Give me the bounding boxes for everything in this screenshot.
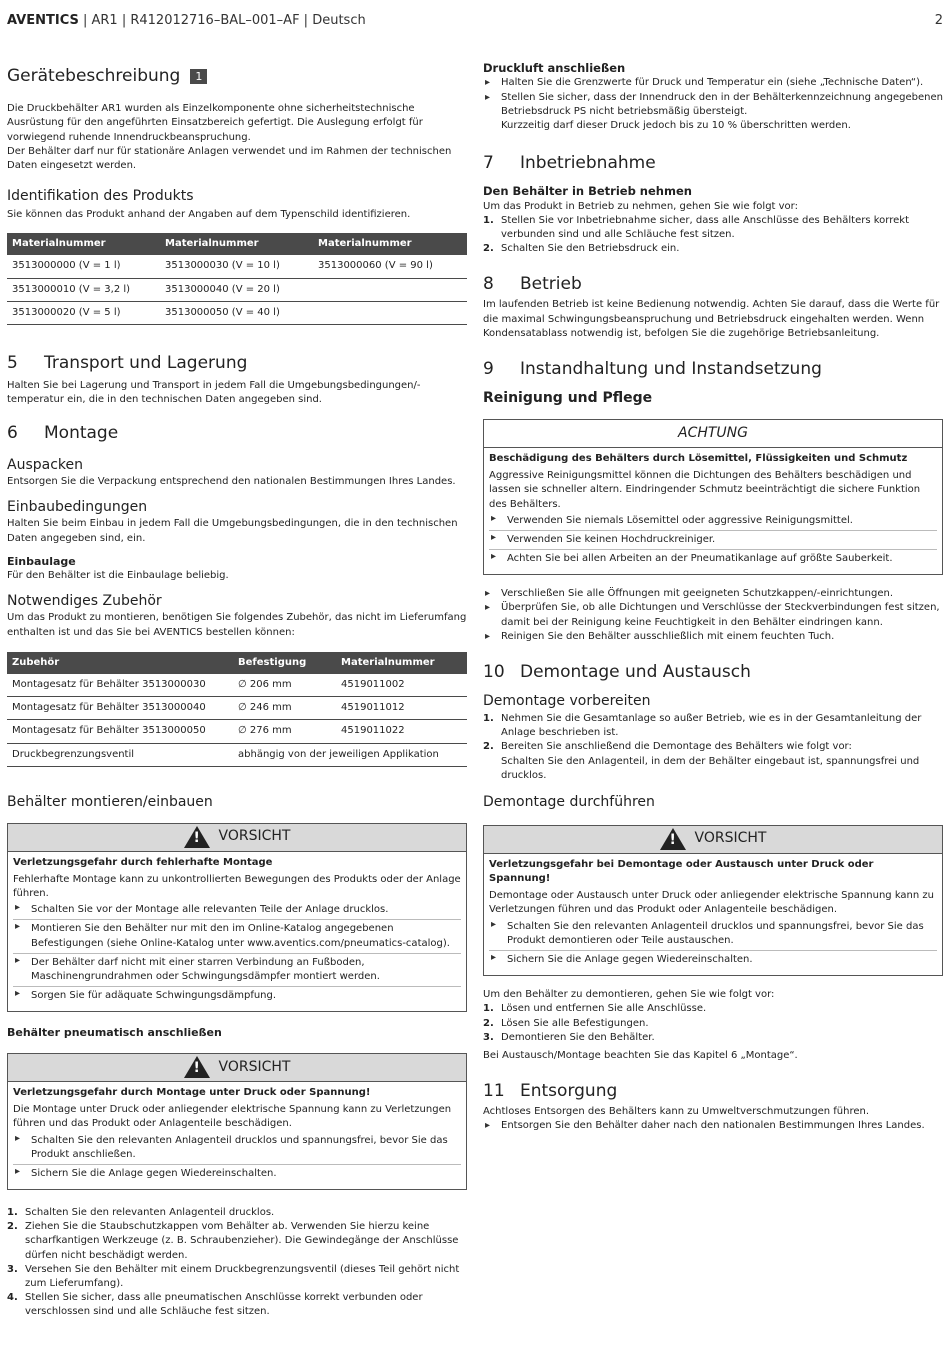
list-item: ▸ Halten Sie die Grenzwerte für Druck und Temperatur ein (siehe „Technische Daten“).: [483, 76, 943, 90]
brand-name: AVENTICS: [7, 13, 79, 28]
section-number: 8: [483, 274, 494, 295]
notice-label: ACHTUNG: [678, 424, 748, 441]
notice-title: Beschädigung des Behälters durch Lösemittel, Flüssigkeiten und Schmutz: [489, 452, 908, 464]
table-cell: 3513000000 (V = 1 l): [7, 255, 160, 278]
section-number: 10: [483, 662, 505, 683]
subsection-title: Identifikation des Produkts: [7, 188, 194, 205]
list-item: 3. Versehen Sie den Behälter mit einem Druckbegrenzungsventil (dieses Teil gehört nicht zum Lieferumfang).: [7, 1263, 460, 1290]
table-cell: 4519011012: [336, 697, 467, 720]
warning-list: [489, 918, 937, 970]
step-list: [7, 1206, 467, 1320]
subsection-title: Behälter montieren/einbauen: [7, 793, 213, 810]
warning-body: [8, 1082, 466, 1189]
section-title: Montage: [44, 423, 119, 444]
table-header: Materialnummer: [7, 233, 160, 255]
list-item: 2. Bereiten Sie anschließend die Demontage des Behälters wie folgt vor: Schalten Sie den Anlagenteil, in dem der Behälter eingebaut ist, spannungsfrei und drucklos.: [483, 741, 920, 781]
table-cell: 3513000010 (V = 3,2 l): [7, 278, 160, 301]
warning-box: [7, 1053, 467, 1190]
section-title: Betrieb: [520, 274, 582, 295]
paragraph: Um das Produkt in Betrieb zu nehmen, gehen Sie wie folgt vor:: [483, 200, 798, 212]
warning-title: Verletzungsgefahr durch Montage unter Druck oder Spannung!: [13, 1086, 371, 1098]
section-title-demontage: [483, 660, 943, 684]
bullet-list: [483, 1119, 943, 1133]
table-row: [7, 697, 467, 720]
list-item: ▸ Verschließen Sie alle Öffnungen mit geeigneten Schutzkappen/-einrichtungen.: [483, 587, 943, 601]
table-cell: Montagesatz für Behälter 3513000030: [7, 674, 233, 697]
section-number: 11: [483, 1081, 505, 1102]
section-title-inbetriebnahme: [483, 151, 943, 175]
list-item: ▸ Sichern Sie die Anlage gegen Wiedereinschalten.: [489, 951, 937, 969]
table-row: [7, 278, 467, 301]
notice-header: [484, 420, 942, 448]
table-cell: 3513000040 (V = 20 l): [160, 278, 313, 301]
table-cell: ∅ 246 mm: [233, 697, 336, 720]
section-title-instandhaltung: [483, 357, 943, 381]
table-cell: ∅ 206 mm: [233, 674, 336, 697]
paragraph: Der Behälter darf nur für stationäre Anlagen verwendet und im Rahmen der technischen Daten eingesetzt werden.: [7, 145, 452, 171]
section-title-transport: [7, 351, 467, 375]
table-cell: [313, 278, 467, 301]
warning-body: [484, 854, 942, 975]
paragraph: Halten Sie bei Lagerung und Transport in jedem Fall die Umgebungsbedingungen/-temperatur ein, die in den technischen Daten angegeben sind.: [7, 380, 421, 406]
step-list: [483, 214, 943, 257]
subsection-title: Notwendiges Zubehör: [7, 592, 162, 609]
warning-text: Fehlerhafte Montage kann zu unkontrollierten Bewegungen des Produkts oder der Anlage führen.: [13, 873, 461, 900]
paragraph: Halten Sie beim Einbau in jedem Fall die Umgebungsbedingungen, die in den technischen Daten angegeben sind, ein.: [7, 518, 458, 544]
list-item: 1. Lösen und entfernen Sie alle Anschlüsse.: [483, 1003, 707, 1015]
list-item: 1. Schalten Sie den relevanten Anlagenteil drucklos.: [7, 1207, 275, 1219]
table-cell: 3513000060 (V = 90 l): [313, 255, 467, 278]
list-item: ▸ Stellen Sie sicher, dass der Innendruck den in der Behälterkennzeichnung angegebenen Betriebsdruck PS nicht betriebsmäßig übersteigt. Kurzzeitig darf dieser Druck jedoch bis zu 10 % überschritten werden.: [483, 91, 943, 134]
list-item: 2. Ziehen Sie die Staubschutzkappen vom Behälter ab. Verwenden Sie hierzu keine scharfkantigen Werkzeuge (z. B. Schraubenzieher). Die Gewindegänge der Anschlüsse dürfen nicht beschädigt werden.: [7, 1221, 459, 1261]
notice-list: [489, 512, 937, 569]
subsection-title: Einbaulage: [7, 554, 76, 568]
paragraph: Im laufenden Betrieb ist keine Bedienung notwendig. Achten Sie darauf, dass die Werte für die maximal Schwingungsbeanspruchung und Betriebsdruck eingehalten werden. Wenn Kondensatablass notwendig ist, befolgen Sie die zugehörige Betriebsanleitung.: [483, 299, 940, 339]
warning-icon: !: [184, 826, 210, 848]
warning-label: VORSICHT: [218, 828, 291, 845]
section-geraetebeschreibung: [7, 64, 467, 88]
table-cell: [313, 301, 467, 324]
subsection-title: Reinigung und Pflege: [483, 390, 653, 407]
warning-label: VORSICHT: [218, 1058, 291, 1075]
material-table: [7, 233, 467, 325]
list-item: ▸ Der Behälter darf nicht mit einer starren Verbindung an Fußboden, Maschinengrundrahmen oder Schwingungsdämpfer montiert werden.: [13, 954, 461, 987]
list-item: ▸ Überprüfen Sie, ob alle Dichtungen und Verschlüsse der Steckverbindungen fest sitzen, damit bei der Reinigung keine Feuchtigkeit in den Behälter eindringen kann.: [483, 601, 943, 629]
list-item: ▸ Schalten Sie den relevanten Anlagenteil drucklos und spannungsfrei, bevor Sie das Produkt demontieren oder Teile austauschen.: [489, 918, 937, 951]
paragraph: Für den Behälter ist die Einbaulage beliebig.: [7, 570, 229, 582]
section-title-betrieb: [483, 272, 943, 296]
table-cell: ∅ 276 mm: [233, 720, 336, 743]
subsection-title: Demontage durchführen: [483, 793, 655, 810]
table-cell: 4519011002: [336, 674, 467, 697]
table-header: Materialnummer: [336, 652, 467, 674]
paragraph: Die Druckbehälter AR1 wurden als Einzelkomponente ohne sicherheitstechnische Ausrüstung für den angeführten Einsatzbereich gefertigt. Die Auslegung erfolgt für vorwiegend ruhende Innendruckbeanspruchung.: [7, 103, 423, 143]
document-id: | AR1 | R412012716–BAL–001–AF | Deutsch: [78, 13, 366, 28]
warning-list: [13, 1132, 461, 1184]
list-item: ▸ Entsorgen Sie den Behälter daher nach den nationalen Bestimmungen Ihres Landes.: [483, 1119, 943, 1133]
table-header-row: [7, 233, 467, 255]
section-title-montage: [7, 421, 467, 445]
table-header: Materialnummer: [160, 233, 313, 255]
page-header: [7, 12, 943, 30]
list-item: ▸ Sichern Sie die Anlage gegen Wiedereinschalten.: [13, 1165, 461, 1183]
step-list: [483, 712, 943, 783]
warning-text: Die Montage unter Druck oder anliegender elektrische Spannung kann zu Verletzungen führen und das Produkt oder Anlagenteile beschädigen.: [13, 1104, 452, 1130]
warning-header: [8, 824, 466, 852]
subsection-title: Behälter pneumatisch anschließen: [7, 1026, 222, 1040]
section-number: 7: [483, 153, 494, 174]
section-number: 6: [7, 423, 18, 444]
section-title: Instandhaltung und Instandsetzung: [520, 358, 822, 379]
list-item: 2. Lösen Sie alle Befestigungen.: [483, 1017, 649, 1029]
table-header: Befestigung: [233, 652, 336, 674]
section-title: Gerätebeschreibung: [7, 66, 181, 86]
table-cell: 3513000050 (V = 40 l): [160, 301, 313, 324]
table-cell: Montagesatz für Behälter 3513000040: [7, 697, 233, 720]
list-item: ▸ Schalten Sie vor der Montage alle relevanten Teile der Anlage drucklos.: [13, 901, 461, 920]
table-row: [7, 301, 467, 324]
notice-box: [483, 419, 943, 575]
warning-box: [7, 823, 467, 1013]
right-column: [483, 60, 943, 1134]
section-title-entsorgung: [483, 1079, 943, 1103]
warning-label: VORSICHT: [694, 830, 767, 847]
paragraph: Bei Austausch/Montage beachten Sie das Kapitel 6 „Montage“.: [483, 1049, 798, 1061]
table-cell: Montagesatz für Behälter 3513000050: [7, 720, 233, 743]
table-row: [7, 674, 467, 697]
warning-header: [484, 826, 942, 854]
list-item: ▸ Verwenden Sie keinen Hochdruckreiniger.: [489, 531, 937, 550]
table-cell: abhängig von der jeweiligen Applikation: [233, 743, 467, 766]
list-item: ▸ Montieren Sie den Behälter nur mit den im Online-Katalog angegebenen Befestigungen (siehe Online-Katalog unter www.aventics.com/pneumatics-catalog).: [13, 920, 461, 953]
paragraph: Entsorgen Sie die Verpackung entsprechend den nationalen Bestimmungen Ihres Landes.: [7, 476, 456, 488]
list-item: ▸ Achten Sie bei allen Arbeiten an der Pneumatikanlage auf größte Sauberkeit.: [489, 550, 937, 568]
subsection-title: Auspacken: [7, 456, 84, 473]
left-column: [7, 58, 467, 1320]
list-item: 2. Schalten Sie den Betriebsdruck ein.: [483, 243, 680, 255]
warning-body: [8, 852, 466, 1012]
list-item: 1. Nehmen Sie die Gesamtanlage so außer Betrieb, wie es in der Gesamtanleitung der Anlage beschrieben ist.: [483, 713, 922, 739]
warning-box: [483, 825, 943, 976]
bullet-list: [483, 76, 943, 133]
table-row: [7, 743, 467, 766]
subsection-title: Den Behälter in Betrieb nehmen: [483, 184, 692, 199]
section-chip: 1: [190, 69, 207, 84]
table-header: Zubehör: [7, 652, 233, 674]
table-row: [7, 255, 467, 278]
bullet-list: [483, 587, 943, 644]
section-number: 9: [483, 358, 494, 379]
warning-list: [13, 901, 461, 1005]
warning-title: Verletzungsgefahr bei Demontage oder Austausch unter Druck oder Spannung!: [489, 858, 874, 885]
paragraph: Um das Produkt zu montieren, benötigen Sie folgendes Zubehör, das nicht im Lieferumfang enthalten ist und das Sie bei AVENTICS bestellen können:: [7, 612, 467, 638]
paragraph: Um den Behälter zu demontieren, gehen Sie wie folgt vor:: [483, 989, 775, 1001]
list-item: ▸ Sorgen Sie für adäquate Schwingungsdämpfung.: [13, 987, 461, 1005]
list-item: ▸ Verwenden Sie niemals Lösemittel oder aggressive Reinigungsmittel.: [489, 512, 937, 531]
subsection-title: Einbaubedingungen: [7, 498, 148, 515]
table-cell: Druckbegrenzungsventil: [7, 743, 233, 766]
notice-text: Aggressive Reinigungsmittel können die Dichtungen des Behälters beschädigen und lassen sie schneller altern. Eindringender Schmutz beeinträchtigt die sichere Funktion des Behälters.: [489, 470, 921, 510]
section-title: Entsorgung: [520, 1081, 618, 1102]
warning-icon: !: [660, 828, 686, 850]
warning-header: [8, 1054, 466, 1082]
step-list: [483, 1002, 943, 1045]
table-cell: 3513000020 (V = 5 l): [7, 301, 160, 324]
table-cell: 3513000030 (V = 10 l): [160, 255, 313, 278]
notice-body: [484, 448, 942, 574]
table-cell: 4519011022: [336, 720, 467, 743]
section-number: 5: [7, 352, 18, 373]
table-header-row: [7, 652, 467, 674]
list-item: 4. Stellen Sie sicher, dass alle pneumatischen Anschlüsse korrekt verbunden oder verschlossen sind und alle Schläuche fest sitzen.: [7, 1292, 423, 1318]
section-title: Demontage und Austausch: [520, 662, 751, 683]
warning-text: Demontage oder Austausch unter Druck oder anliegender elektrische Spannung kann zu Verletzungen führen und das Produkt oder Anlagenteile beschädigen.: [489, 890, 934, 916]
paragraph: Sie können das Produkt anhand der Angaben auf dem Typenschild identifizieren.: [7, 208, 411, 220]
page-number: 2: [934, 13, 943, 28]
table-row: [7, 720, 467, 743]
accessory-table: [7, 652, 467, 767]
list-item: ▸ Schalten Sie den relevanten Anlagenteil drucklos und spannungsfrei, bevor Sie das Produkt anschließen.: [13, 1132, 461, 1165]
subsection-title: Druckluft anschließen: [483, 61, 626, 75]
list-item: 1. Stellen Sie vor Inbetriebnahme sicher, dass alle Anschlüsse des Behälters korrekt verbunden sind und alle Schläuche fest sitzen.: [483, 214, 909, 240]
list-item: ▸ Reinigen Sie den Behälter ausschließlich mit einem feuchten Tuch.: [483, 630, 943, 644]
paragraph: Achtloses Entsorgen des Behälters kann zu Umweltverschmutzungen führen.: [483, 1106, 870, 1118]
warning-title: Verletzungsgefahr durch fehlerhafte Montage: [13, 856, 273, 868]
subsection-title: Demontage vorbereiten: [483, 693, 651, 710]
table-header: Materialnummer: [313, 233, 467, 255]
section-title: Inbetriebnahme: [520, 153, 656, 174]
warning-icon: !: [184, 1056, 210, 1078]
section-title: Transport und Lagerung: [44, 352, 248, 373]
list-item: 3. Demontieren Sie den Behälter.: [483, 1031, 655, 1043]
